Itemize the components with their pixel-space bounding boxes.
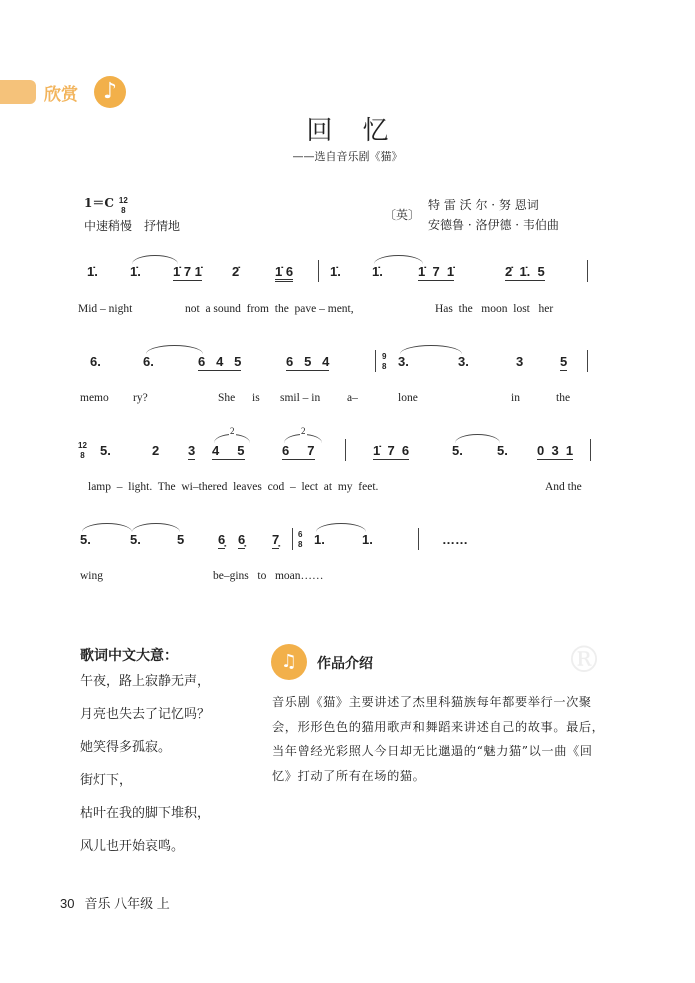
- time-change: [382, 352, 386, 372]
- lyric-text: a–: [347, 392, 358, 404]
- score-note: ……: [442, 532, 468, 547]
- lyric-text: lone: [398, 392, 418, 404]
- ts-top: 12: [78, 441, 87, 450]
- score-note: 5.: [452, 443, 463, 458]
- ts-bottom: 8: [80, 451, 85, 460]
- score-note: 1̇.: [330, 264, 341, 279]
- score-note: 1̇.: [372, 264, 383, 279]
- bar-line: [418, 528, 419, 550]
- score-note: 1̇.: [130, 264, 141, 279]
- bar-line: [292, 528, 293, 550]
- lyric-text: memo: [80, 392, 109, 404]
- key-signature: [84, 196, 128, 216]
- song-title: 回忆: [306, 116, 419, 146]
- score-note: 1̇.: [87, 264, 98, 279]
- score-note: 6.: [90, 354, 101, 369]
- section-label: 欣赏: [44, 85, 78, 105]
- page-number: 30: [60, 896, 75, 911]
- watermark-registered-icon: ®: [566, 640, 602, 681]
- score-note: 6̣: [218, 532, 226, 547]
- score-note: 1.: [314, 532, 325, 547]
- score-note: 5.: [497, 443, 508, 458]
- bar-line: [345, 439, 346, 461]
- chinese-lyrics-heading: 歌词中文大意：: [80, 648, 178, 664]
- tie-slur: [132, 255, 178, 264]
- score-note: 6.: [143, 354, 154, 369]
- tuplet-number: 2: [230, 426, 235, 436]
- lyric-text: is: [252, 392, 260, 404]
- ts-top: 12: [118, 196, 128, 205]
- tie-slur: [316, 523, 366, 532]
- lyric-text: in: [511, 392, 520, 404]
- chinese-lyric-line: 她笑得多孤寂。: [80, 740, 172, 755]
- ts-bottom: 8: [382, 362, 387, 371]
- score-note: 3: [516, 354, 524, 369]
- score-note: 6 7: [282, 443, 315, 458]
- chinese-lyric-line: 街灯下，: [80, 773, 133, 788]
- score-note: 1̇ 7 1̇: [173, 264, 202, 279]
- lyric-text: lamp – light. The wi–thered leaves cod – lect at my feet.: [88, 481, 379, 493]
- lyric-text: ry?: [133, 392, 148, 404]
- lyric-text: And the: [545, 481, 582, 493]
- composer-credit: 安德鲁 · 洛伊德 · 韦伯曲: [428, 218, 559, 232]
- score-note: 4 5: [212, 443, 245, 458]
- time-change: [298, 530, 302, 550]
- score-note: 2̇: [232, 264, 240, 279]
- score-note: 7̣: [272, 532, 280, 547]
- scroll-icon: ♫: [271, 644, 307, 680]
- intro-body: 音乐剧《猫》主要讲述了杰里科猫族每年都要举行一次聚会，形形色色的猫用歌声和舞蹈来讲述自己的故事。最后，当年曾经光彩照人今日却无比邋遢的“魅力猫”以一曲《回忆》打动了所有在场的猫。: [272, 695, 605, 783]
- tie-slur: [132, 523, 180, 532]
- score-note: 3.: [458, 354, 469, 369]
- score-note: 5: [560, 354, 568, 369]
- time-change: [78, 441, 87, 461]
- lyricist-credit: 特 雷 沃 尔 · 努 恩词: [428, 198, 539, 212]
- ts-top: 9: [382, 352, 387, 361]
- lyric-text: She: [218, 392, 236, 404]
- bar-line: [318, 260, 319, 282]
- ts-top: 6: [298, 530, 303, 539]
- lyric-text: not a sound from the pave – ment,: [185, 303, 354, 315]
- music-note-icon: ♪: [94, 76, 126, 108]
- lyric-text: the: [556, 392, 571, 404]
- score-note: 2: [152, 443, 160, 458]
- ts-bottom: 8: [298, 540, 303, 549]
- score-note: 6 5 4: [286, 354, 330, 369]
- score-note: 5.: [80, 532, 91, 547]
- chinese-lyric-line: 风儿也开始哀鸣。: [80, 839, 185, 854]
- nationality: 〔英〕: [384, 208, 421, 222]
- score-note: 5: [177, 532, 185, 547]
- tie-slur: [82, 523, 132, 532]
- score-note: 3: [188, 443, 196, 458]
- bar-line: [587, 350, 588, 372]
- bar-line: [590, 439, 591, 461]
- score-note: 6̣: [238, 532, 246, 547]
- lyric-text: Has the moon lost her: [435, 303, 554, 315]
- ts-bottom: 8: [121, 206, 126, 215]
- key: 1＝C: [84, 196, 114, 210]
- time-signature: [119, 196, 128, 216]
- page-footer: [60, 893, 180, 912]
- lyric-text: Mid – night: [78, 303, 133, 315]
- score-note: 1̇ 7 1̇: [418, 264, 455, 279]
- score-note: 2̇ 1̇. 5: [505, 264, 545, 279]
- score-note: 1.: [362, 532, 373, 547]
- tie-slur: [455, 434, 500, 443]
- lyric-text: be–gins to moan……: [213, 570, 324, 582]
- score-note: 0 3 1: [537, 443, 574, 458]
- section-tab-bar: [0, 80, 36, 104]
- score-note: 6 4 5: [198, 354, 242, 369]
- bar-line: [375, 350, 376, 372]
- tempo-marking: 中速稍慢 抒情地: [84, 219, 181, 233]
- chinese-lyric-line: 枯叶在我的脚下堆积，: [80, 806, 211, 821]
- score-note: 1̇ 7 6: [373, 443, 410, 458]
- tie-slur: [374, 255, 423, 264]
- score-note: 5.: [100, 443, 111, 458]
- chinese-lyric-line: 月亮也失去了记忆吗？: [80, 707, 211, 722]
- lyric-text: wing: [80, 570, 103, 582]
- bar-line: [587, 260, 588, 282]
- chinese-lyric-line: 午夜，路上寂静无声，: [80, 674, 211, 689]
- song-subtitle: ——选自音乐剧《猫》: [292, 150, 403, 163]
- lyric-text: smil – in: [280, 392, 321, 404]
- score-note: 1̇ 6: [275, 264, 293, 282]
- tuplet-number: 2: [301, 426, 306, 436]
- book-title: 音乐 八年级 上: [84, 896, 170, 911]
- intro-heading: 作品介绍: [317, 656, 373, 672]
- score-note: 3.: [398, 354, 409, 369]
- tie-slur: [146, 345, 203, 354]
- score-note: 5.: [130, 532, 141, 547]
- tie-slur: [400, 345, 462, 354]
